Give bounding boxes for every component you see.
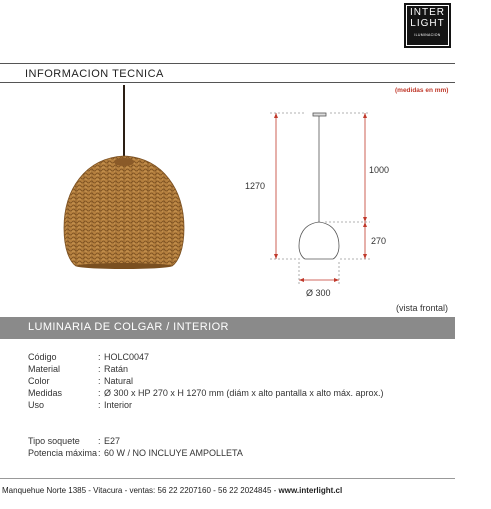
spec-colon: : [98, 436, 101, 446]
spec-value: Interior [104, 400, 133, 410]
footer-city: Vitacura [93, 486, 123, 495]
spec-label: Material [28, 364, 61, 374]
footer-contact: Manquehue Norte 1385 - Vitacura - ventas: 56 22 2207160 - 56 22 2024845 - www.interlight.cl [2, 486, 343, 495]
logo-line-1: INTER [410, 7, 445, 18]
spec-label: Medidas [28, 388, 63, 398]
spec-label: Tipo soquete [28, 436, 80, 446]
dim-total-height: 1270 [245, 181, 266, 191]
spec-label: Potencia máxima [28, 448, 98, 458]
logo-line-2: LIGHT [410, 18, 445, 29]
spec-colon: : [98, 352, 101, 362]
footer-rule [0, 478, 455, 479]
spec-value: Ratán [104, 364, 129, 374]
spec-value: Natural [104, 376, 134, 386]
spec-colon: : [98, 364, 101, 374]
footer-website-link[interactable]: www.interlight.cl [278, 486, 343, 495]
spec-colon: : [98, 376, 101, 386]
logo-line-3: ILUMINACION [414, 33, 441, 37]
spec-colon: : [98, 400, 101, 410]
spec-value: 60 W / NO INCLUYE AMPOLLETA [104, 448, 243, 458]
spec-label: Uso [28, 400, 45, 410]
rattan-shade [64, 156, 184, 269]
view-note: (vista frontal) [396, 303, 449, 313]
dim-shade-height: 270 [371, 236, 387, 246]
spec-value: E27 [104, 436, 121, 446]
dim-diameter: Ø 300 [306, 288, 331, 298]
dim-cable-length: 1000 [369, 165, 390, 175]
footer-phone-2: 56 22 2024845 [218, 486, 272, 495]
footer-address: Manquehue Norte 1385 [2, 486, 87, 495]
units-note: (medidas en mm) [395, 87, 449, 94]
spec-colon: : [98, 388, 101, 398]
spec-label: Código [28, 352, 57, 362]
spec-label: Color [28, 376, 50, 386]
footer-sales-phone: ventas: 56 22 2207160 [129, 486, 211, 495]
technical-drawing [270, 113, 370, 284]
spec-colon: : [98, 448, 101, 458]
spec-value: HOLC0047 [104, 352, 150, 362]
category-title: LUMINARIA DE COLGAR / INTERIOR [28, 321, 229, 333]
section-title: INFORMACION TECNICA [25, 68, 164, 80]
spec-value: Ø 300 x HP 270 x H 1270 mm (diám x alto pantalla x alto máx. aprox.) [104, 388, 384, 398]
